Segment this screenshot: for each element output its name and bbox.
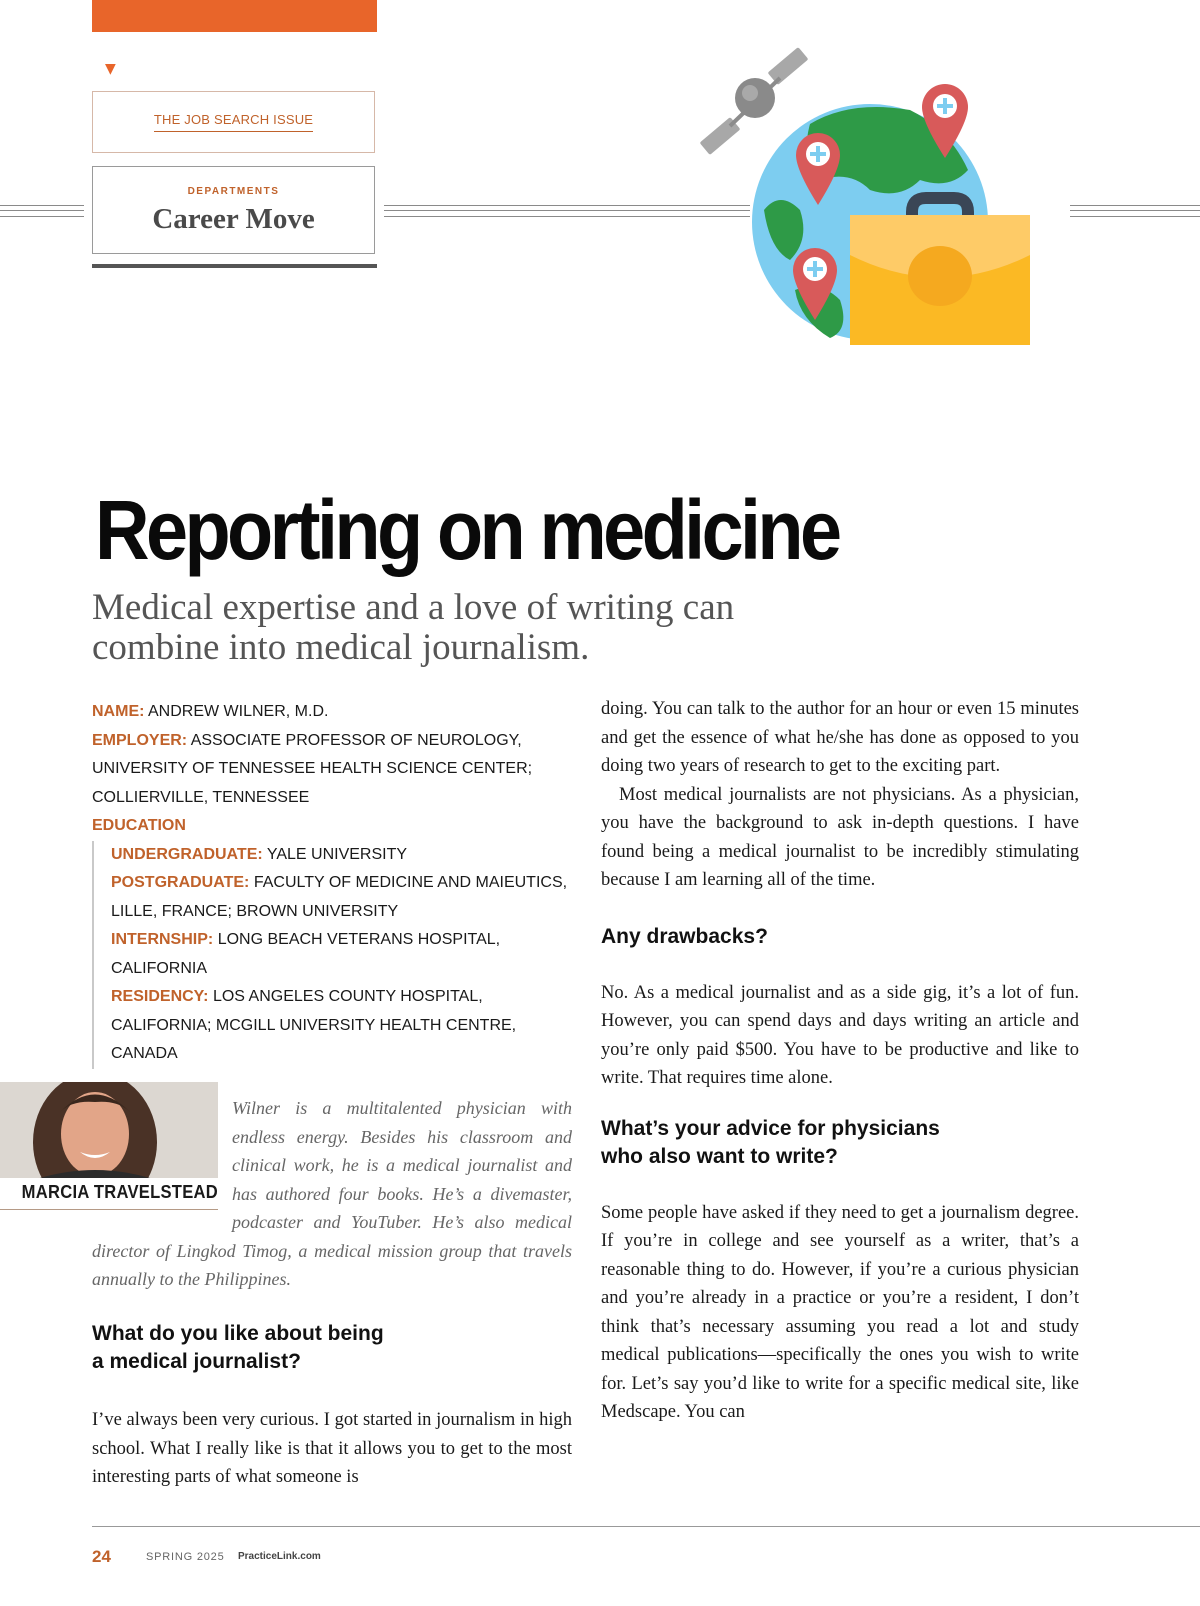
intro-text: Wilner is a multitalented physician with endless energy. Besides his classroom and clinical work, he is a medical journalist and has authored four books. He’s a divemaster, podcaster and YouTuber. He’s also medical director of Lingkod Timog, a medical mission group that travels annually to the Philippines. [92,1098,572,1289]
footer-rule [92,1526,1200,1527]
education-internship [111,926,572,983]
right-column [601,695,1079,1427]
body-paragraph: Most medical journalists are not physicians. As a physician, you have the background to ask in-depth questions. I have found being a medical journalist to be incredibly stimulating because I am learning all of the time. [601,784,1079,890]
triangle-marker-icon: ▼ [105,61,116,77]
body-paragraph: doing. You can talk to the author for an hour or even 15 minutes and get the essence of what he/she has done as opposed to you doing two years of research to get to the exciting part. [601,699,1079,776]
education-list [92,841,572,1069]
internship-value: LONG BEACH VETERANS HOSPITAL, CALIFORNIA [111,931,501,977]
answer-text: No. As a medical journalist and as a side gig, it’s a lot of fun. However, you can spend days and days writing an article and you’re only paid $500. You have to be productive and like to write. That requires time alone. [601,982,1079,1088]
decorative-rule-middle [384,205,750,217]
question-line: What’s your advice for physicians [601,1116,940,1140]
issue-label: THE JOB SEARCH ISSUE [154,112,313,132]
department-underline [92,264,377,268]
education-postgraduate [111,869,572,926]
residency-label: RESIDENCY: [111,988,209,1005]
question-heading [601,1115,1079,1171]
article-dek [92,588,812,668]
profile-employer [92,727,572,813]
answer-text: Some people have asked if they need to get a journalism degree. If you’re in college and see yourself as a writer, that’s a reasonable thing to do. However, if you’re a curious physician and you’re already in a practice or you’re a resident, I don’t think that’s necessary assuming you read a lot and study medical publications—specifically the ones you wish to write for. Let’s say you’d like to write for a specific medical site, like Medscape. You can [601,1202,1079,1422]
globe-briefcase-illustration [700,40,1060,350]
department-label: DEPARTMENTS [187,186,280,197]
briefcase-icon [850,198,1030,345]
site-link[interactable]: PracticeLink.com [238,1551,321,1562]
undergraduate-label: UNDERGRADUATE: [111,845,263,863]
question-line: What do you like about being [92,1322,384,1345]
photo-wrap-spacer [92,1094,232,1234]
internship-label: INTERNSHIP: [111,931,214,948]
intro-paragraph [92,1094,572,1294]
issue-box [92,91,375,153]
undergraduate-value: YALE UNIVERSITY [266,845,408,863]
education-residency [111,983,572,1069]
profile-name-label: NAME: [92,703,145,720]
profile-name [92,698,572,727]
decorative-rule-right [1070,205,1200,217]
profile-education-label: EDUCATION [92,817,186,834]
residency-value: LOS ANGELES COUNTY HOSPITAL, CALIFORNIA; MCGILL UNIVERSITY HEALTH CENTRE, CANADA [111,988,517,1062]
department-box [92,166,375,254]
profile-employer-label: EMPLOYER: [92,731,188,749]
dek-line: Medical expertise and a love of writing can [92,587,735,628]
answer-paragraph [92,1406,572,1492]
article-title: Reporting on medicine [95,483,839,577]
dek-line: combine into medical journalism. [92,627,590,668]
issue-season: SPRING 2025 [146,1551,225,1563]
profile-box [92,698,572,1069]
education-undergraduate [111,841,572,870]
answer-text: I’ve always been very curious. I got started in journalism in high school. What I really like is that it allows you to get to the most interesting parts of what someone is [92,1410,572,1487]
department-title: Career Move [152,203,315,235]
question-heading [92,1320,572,1376]
question-heading: Any drawbacks? [601,924,768,948]
postgraduate-value: FACULTY OF MEDICINE AND MAIEUTICS, LILLE, FRANCE; BROWN UNIVERSITY [111,874,568,920]
page-number: 24 [92,1547,111,1566]
decorative-rule-left [0,205,84,217]
postgraduate-label: POSTGRADUATE: [111,874,250,891]
profile-name-value: ANDREW WILNER, M.D. [148,703,329,720]
question-line: a medical journalist? [92,1350,301,1373]
header-accent-bar [92,0,377,32]
photo-credit: MARCIA TRAVELSTEAD [21,1182,218,1202]
question-line: who also want to write? [601,1144,838,1168]
profile-employer-value: ASSOCIATE PROFESSOR OF NEUROLOGY, UNIVERSITY OF TENNESSEE HEALTH SCIENCE CENTER; COLLIERVILLE, TENNESSEE [92,731,533,806]
